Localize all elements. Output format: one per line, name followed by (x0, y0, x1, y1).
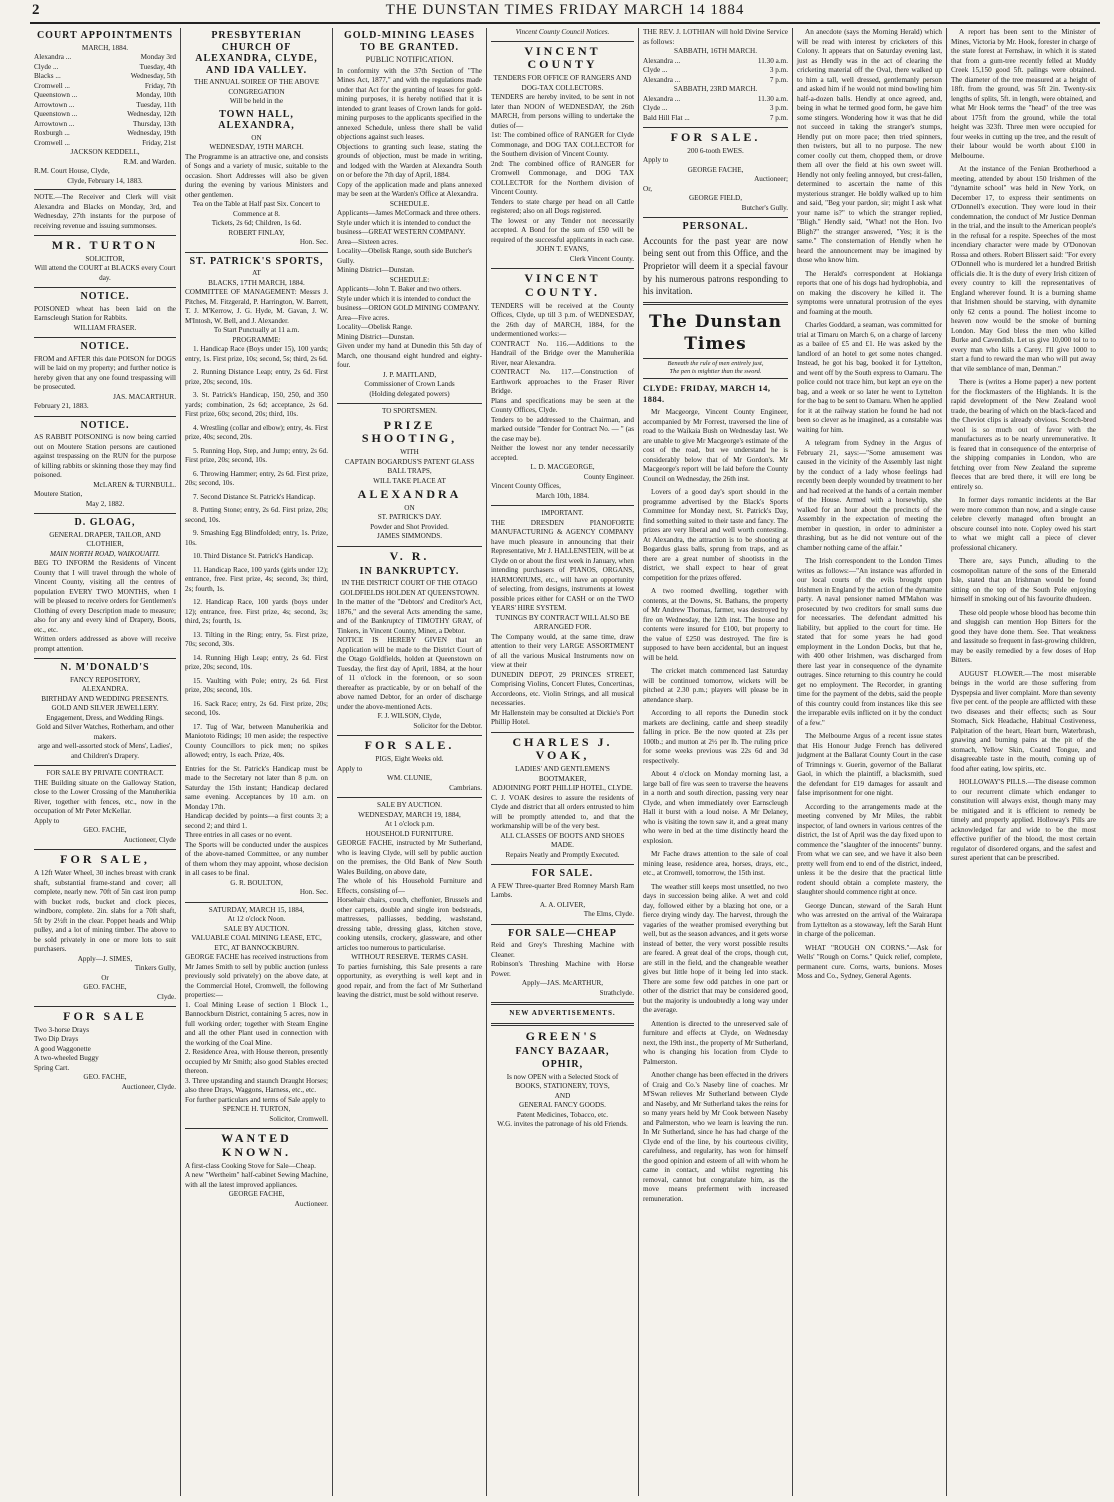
sports-event: 10. Third Distance St. Patrick's Handicap. (193, 552, 314, 560)
sports-event: 4. Wrestling (collar and elbow); entry, 4s. First prize, 40s; second, 20s. (185, 423, 328, 441)
court-row: Queenstown ... Wednesday, 12th (34, 110, 176, 118)
sports-event: 3. St. Patrick's Handicap, 150, 250, and 350 yards; combination, 2s 6d; acceptance, 2s 6d. First prize, 60s; second, 20s; third, 10s. (185, 391, 328, 418)
court-appointments: COURT APPOINTMENTS MARCH, 1884. Alexandra ... Monday 3rd Clyde ... Tuesday, 4th Blacks ... Wednesday, 5th Cromwell ... Friday, 7th Queenstown ... Monday, 10th Arrowtown ... Tuesday, 11th Queenstown ... Wednesday, 12th Arrowtown ... Thursday, 13th Roxburgh ... Wednesday, 19th Cromwell ... Friday, 21st JACKSON KEDDELL, R.M. and Warden. R.M. Court House, Clyde, Clyde, February 14, 1883. NOTE.—The Receiver and Clerk will visit Alexandra and Blacks on Monday, 3rd, and Wednesday, 27th instants for the purpose of receiving revenue and issuing summonses. (34, 30, 176, 230)
news-paragraph: HOLLOWAY'S PILLS.—The disease common to our recurrent climate which endanger to constitution will always exist, though many may be mitigated and it is efficient to remedy be timely and properly applied. Holloway's Pills are acknowledged far and wide to be the most effective purifier of the blood, the most certain regulator of disordered organs, and the safest and surest aperient that can be prescribed. (951, 778, 1096, 862)
threshing-machine-sale: FOR SALE—CHEAP Reid and Grey's Threshing Machine with Cleaner. Robinson's Threshing Machine with Horse Power. Apply—JAS. McARTHUR, Strathclyde. (491, 927, 634, 997)
column-1 (30, 28, 180, 1496)
furniture-auction: SALE BY AUCTION. WEDNESDAY, MARCH 19, 1884, At 1 o'clock p.m. HOUSEHOLD FURNITURE. GEORGE FACHE, instructed by Mr Sutherland, who is leaving Clyde, will sell by public auction on the premises, the Old Bank of New South Wales Building, on above date, The whole of his Household Furniture and Effects, consisting of— Horsehair chairs, couch, cheffonier, Brussels and other carpets, double and single iron bedsteads, mattresses, palliasses, bedding, washstand, dressing table, dressing glass, kitchen stove, cooking utensils, crockery, glassware, and other articles too numerous to particularise. WITHOUT RESERVE. TERMS CASH. To parties furnishing, this Sale presents a rare opportunity, as everything is well kept and in good repair, and from the fact of Mr Sutherland leaving the district, must be sold without reserve. (337, 801, 482, 1000)
column-2 (180, 28, 332, 1496)
motto: Beneath the rule of men entirely just, The pen is mightier than the sword. (643, 358, 788, 379)
court-row: Roxburgh ... Wednesday, 19th (34, 129, 176, 137)
court-row: Queenstown ... Monday, 10th (34, 91, 176, 99)
page-number: 2 (32, 2, 40, 18)
gold-mining-leases: GOLD-MINING LEASES TO BE GRANTED. PUBLIC NOTIFICATION. In conformity with the 37th Section of "The Mines Act, 1877," and with the regulations made under that Act for the granting of leases for gold-mining purposes, it is hereby notified that it is intended to grant leases of Crown lands for gold-mining purposes to the applicants specified in the annexed Schedule, unless there shall be valid objections against such leases. Objections to granting such lease, stating the grounds of objection, must be made in writing, and lodged with the Warden at Alexandra South on or before the 7th day of April, 1884. Copy of the application made and plans annexed may be seen at the Warden's Office at Alexandra. SCHEDULE. Applicants—James McCormack and three others. Style under which it is intended to conduct the business—GREAT WESTERN COMPANY. Area—Sixteen acres. Locality—Obelisk Range, south side Butcher's Gully. Mining District—Dunstan. SCHEDULE: Applicants—John T. Baker and two others. Style under which it is intended to conduct the business—ORION GOLD MINING COMPANY. Area—Five acres. Locality—Obelisk Range. Mining District—Dunstan. Given under my hand at Dunedin this 5th day of March, one thousand eight hundred and eighty-four. J. P. MAITLAND, Commissioner of Crown Lands (Holding delegated powers) (337, 30, 482, 398)
sports-event: 5. Running Hop, Step, and Jump; entry, 2s 6d. First prize, 20s; second, 10s. (185, 446, 328, 464)
dateline: CLYDE: FRIDAY, MARCH 14, 1884. (643, 382, 771, 405)
sports-event: 6. Throwing Hammer; entry, 2s 6d. First prize, 20s; second, 10s. (185, 469, 328, 487)
news-paragraph: WHAT "ROUGH ON CORNS."—Ask for Wells' "Rough on Corns." Quick relief, complete, permanent cure. Corns, warts, bunions. Moses Moss and Co., Sydney, General Agents. (797, 943, 942, 980)
editorial-paragraph: Mr Macgeorge, Vincent County Engineer, accompanied by Mr Forrest, traversed the line of road to the Waikaia Bush on Wednesday last. We are unable to give Mr Macgeorge's estimate of the cost of the road, but we understand he is considerably below that of Mr Gordon's. Mr Macgeorge's report will be laid before the County Council on Wednesday, the 26th inst. (643, 408, 788, 483)
news-paragraph: In former days romantic incidents at the Bar were more common than now, and a single cause celebre cleverly managed often brought an obscure counsel into note. Copley owed his start to what we might call a piece of clever professional chicanery. (951, 496, 1096, 552)
notice-poison-wheat: NOTICE. POISONED wheat has been laid on the Earnscleugh Station for Rabbits. WILLIAM FRASER. (34, 291, 176, 332)
personal-notice: PERSONAL. Accounts for the past year are now being sent out from this Office, and the Proprietor will deem it a special favour by his numerous patrons responding to his invitation. (643, 221, 788, 297)
news-paragraph: AUGUST FLOWER.—The most miserable beings in the world are those suffering from Dyspepsia and liver complaint. More than seventy five per cent. of the people are afflicted with these two diseases and their effects; such as Sour Stomach, Sick Headache, Habitual Costiveness, Palpitation of the heart, Heart burn, Waterbrash, gnawing and burning pains at the pit of the stomach, Yellow Skin, Coated Tongue, and disagreeable taste in the mouth, coming up of food after eating, low spirits, etc. (951, 669, 1096, 773)
news-paragraph: According to the arrangements made at the meeting convened by Mr Miles, the rabbit inspector, of land owners in various centres of the district, the 1st of April was the day fixed upon to commence the "slaughter of the innocents" bunny. From what we can see, and we have it also been pretty well from end to end of the district, indeed, unless it be the desire that the practical little rodent should obtain a complete mastery, the slaughter should commence right at once. (797, 802, 942, 896)
voak-bootmaker: CHARLES J. VOAK, LADIES' AND GENTLEMEN'S BOOTMAKER, ADJOINING PORT PHILLIP HOTEL, CLYDE. C. J. VOAK desires to assure the residents of Clyde and district that all orders entrusted to him will be promptly attended to, and that the workmanship will be of the very best. ALL CLASSES OF BOOTS AND SHOES MADE. Repairs Neatly and Promptly Executed. (491, 734, 634, 859)
service-row: Clyde ... 3 p.m. (643, 104, 788, 112)
turton-notice: MR. TURTON SOLICITOR, Will attend the COURT at BLACKS every Court day. (34, 238, 176, 282)
court-row: Cromwell ... Friday, 21st (34, 138, 176, 147)
sports-event: 7. Second Distance St. Patrick's Handicap. (193, 492, 316, 501)
sports-events-list (185, 345, 328, 761)
mcdonald-advert: N. M'DONALD'S FANCY REPOSITORY, ALEXANDRA. BIRTHDAY AND WEDDING PRESENTS. GOLD AND SILVER JEWELLERY. Engagement, Dress, and Wedding Rings. Gold and Silver Watches, Rotherham, and other makers. arge and well-assorted stock of Mens', Ladies', and Children's Drapery. (36, 662, 174, 760)
presbyterian-soiree: PRESBYTERIAN CHURCH OF ALEXANDRA, CLYDE, AND IDA VALLEY. THE ANNUAL SOIREE OF THE ABOVE CONGREGATION Will be held in the TOWN HALL, ALEXANDRA, ON WEDNESDAY, 19TH MARCH. The Programme is an attractive one, and consists of Songs and a variety of music, suitable to the occasion. Short Addresses will also be given during the evening by various Ministers and other gentlemen. Tea on the Table at Half past Six. Concert to Commence at 8. Tickets, 2s 6d; Children, 1s 6d. ROBERT FINLAY, Hon. Sec. (185, 30, 328, 246)
court-row: Alexandra ... Monday 3rd (34, 53, 176, 61)
sports-event: 14. Running High Leap; entry, 2s 6d. First prize, 20s; second, 10s. (185, 653, 328, 671)
news-paragraph: The Herald's correspondent at Hokianga reports that one of his dogs had hydrophobia, and on making the discovery he killed it. The symptoms were unnatural protrusion of the eyes and foaming at the mouth. (797, 269, 942, 316)
editorial-paragraph: The weather still keeps most unsettled, no two days in succession being alike. A wet and cold day, followed either by a blazing hot one, or a fierce drying windy day. The harvest, through the vagaries of the weather promised everything but well, but as the season advances, and it gets worse instead of better, the very worst possible results are feared. A great deal of the crops, though cut, are still in the field, and the changeable weather gives but little hope of it being led into stack. There are some few odd patches in one part or other of the district that may be considered good, but the majority is undoubtedly a long way under the average. (643, 882, 788, 1015)
news-paragraph: Charles Goddard, a seaman, was committed for trial at Timaru on March 6, on a charge of larceny as a bailee of £5 and £1. He was asked by the landlord of an hotel to get some notes changed. Instead, he got his bag, booked it for Lyttelton, and went off by the South express to Oamaru. The police could not trace him, but kept an eye on the bag, and a week or so later he went to Lyttelton for the bag to be sent to Oamaru. When he applied for it at the railway station he found he had not been so clever as he imagined, as a constable was waiting for him. (797, 321, 942, 434)
gloag-advert: D. GLOAG, GENERAL DRAPER, TAILOR, AND CLOTHIER, MAIN NORTH ROAD, WAIKOUAITI. BEG TO INFORM the Residents of Vincent County that I will travel through the whole of Vincent County, visiting all the centres of population EVERY TWO MONTHS, when I will be pleased to receive orders for Gentlemen's Clothing of every Description made to measure; also for any and every kind of Drapery, Boots, etc., etc. Written orders addressed as above will receive prompt attention. (34, 517, 176, 653)
news-paragraph: George Duncan, steward of the Sarah Hunt who was arrested on the arrival of the Wairarapa from Lyttelton as a stowaway, left the Sarah Hunt in charge of the policeman. (797, 901, 942, 938)
news-paragraphs (797, 28, 942, 982)
column-7 (946, 28, 1100, 1496)
dresden-pianoforte: IMPORTANT. THE DRESDEN PIANOFORTE MANUFACTURING & AGENCY COMPANY have much pleasure in announcing that their Representative, Mr J. HALLENSTEIN, will be at Clyde on or about the first week in January, when intending purchasers of PIANOS, ORGANS, HARMONIUMS, etc., will have an opportunity of selecting, from designs, instruments at lowest possible prices either for CASH or on the TWO YEARS' HIRE SYSTEM. TUNINGS BY CONTRACT WILL ALSO BE ARRANGED FOR. The Company would, at the same time, draw attention to their very LARGE ASSORTMENT of all the various Musical Instruments now on view at their DUNEDIN DEPOT, 29 PRINCES STREET, Comprising Violins, Concert Flutes, Concertinas, Accordeons, etc. Violin Strings, and all musical necessaries. Mr Hallenstein may be consulted at Dickie's Port Phillip Hotel. (491, 509, 634, 727)
new-advertisements-heading: NEW ADVERTISEMENTS. (509, 1009, 616, 1018)
pigs-for-sale: FOR SALE. PIGS, Eight Weeks old. Apply to WM. CLUNIE, Cambrians. (337, 738, 482, 792)
service-row: Clyde ... 3 p.m. (643, 66, 788, 74)
court-row: Arrowtown ... Thursday, 13th (34, 119, 176, 128)
running-head-bar (30, 0, 1100, 24)
editorial-paragraph: Another change has been effected in the drivers of Craig and Co.'s Naseby line of coaches. Mr M'Swan relieves Mr Sutherland between Clyde and Naseby, and Mr Sutherland takes the reins for so many years held by Mr Cook between Naseby and Palmerston, who we learn is leaving the run. In Mr Sutherland, since he has had charge of the Clyde end of the line, by his courteous civility, carefulness, and regularity, has won for himself the good opinion and esteem of all with whom he came in contact, and whilst regretting his removal, cannot but congratulate him, as the move means preferment with increased remuneration. (643, 1071, 788, 1203)
editorial-paragraph: Attention is directed to the unreserved sale of furniture and effects at Clyde, on Wednesday next, the 19th inst., the property of Mr Sutherland, who is changing his location from Clyde to Palmerston. (643, 1019, 788, 1066)
st-patricks-sports: ST. PATRICK'S SPORTS, AT BLACKS, 17TH MARCH, 1884. COMMITTEE OF MANAGEMENT: Messrs J. Pitches, M. Fitzgerald, P. Harrington, W. Barrett, T. J. M'Kerrow, J. G. Hyde, M. Gavan, J. W. M'Intosh, W. Bell, and J. Alexander. To Start Punctually at 11 a.m. PROGRAMME: 1. Handicap Race (Boys under 15), 100 yards; entry, 1s. First prize, 10s; second, 5s; third, 2s 6d. 2. Running Distance Leap; entry, 2s 6d. First prize, 20s; second, 10s. 3. St. Patrick's Handicap, 150, 250, and 350 yards; combination, 2s 6d; acceptance, 2s 6d. First prize, 60s; second, 20s; third, 10s. 4. Wrestling (collar and elbow); entry, 4s. First prize, 40s; second, 20s. 5. Running Hop, Step, and Jump; entry, 2s 6d. First prize, 20s; second, 10s. 6. Throwing Hammer; entry, 2s 6d. First prize, 20s; second, 10s. 7. Second Distance St. Patrick's Handicap. 8. Putting Stone; entry, 2s 6d. First prize, 20s; second, 10s. 9. Smashing Egg Blindfolded; entry, 1s. Prize, 10s. 10. Third Distance St. Patrick's Handicap. 11. Handicap Race, 100 yards (girls under 12); entrance, free. First prize, 4s; second, 3s; third, 2s; fourth, 1s. 12. Handicap Race, 100 yards (boys under 12); entrance, free. First prize, 4s; second, 3s; third, 2s; fourth, 1s. 13. Tilting in the Ring; entry, 5s. First prize, 70s; second, 30s. 14. Running High Leap; entry, 2s 6d. First prize, 20s; second, 10s. 15. Vaulting with Pole; entry, 2s 6d. First prize, 20s; second, 10s. 16. Sack Race; entry, 2s 6d. First prize, 20s; second, 10s. 17. Tug of War, between Manuherikia and Maniototo Ridings; 10 men aside; the respective County Councillors to pick men; no spikes allowed; entry, 1s each. Prize, 40s. Entries for the St. Patrick's Handicap must be made to the Secretary not later than 8 p.m. on Saturday the 15th instant; Handicap declared same evening. Acceptances by 10 a.m. on Monday 17th. Handicap decided by points—a first counts 3; a second 2; and third 1. Three entries in all cases or no event. The Sports will be conducted under the auspices of the above-named Committee, or any number of them whom they may appoint, whose decision in all cases to be final. G. R. BOULTON, Hon. Sec. (185, 255, 328, 896)
news-paragraph: An anecdote (says the Morning Herald) which will be read with interest by cricketers of this Colony. It appears that on Saturday evening last, just as Hendly was in the act of clearing the cricketing material off the Oval, there walked up to him a tall, well dressed, gentlemanly person and asked him if he would not mind bowling him half-a-dozen balls. Hendly at once agreed, and, being in what he termed good form, he gave him some stingers. Wondering how it was that he did not succeed in taking the stranger's stumps, Hendly put on more pace; then tried spinners, then twisters, but all to no purpose. The new comer coolly cut them, chopped them, or drove them all over the field at his own sweet will. Hendly not only feeling annoyed, but crest-fallen, determined to ascertain the name of this mysterious stranger. He boldly walked up to him and said, "Beg your pardon, sir; might I ask what your name is?" to which the stranger replied, "Bligh." Hendly said, "What! not the Hon. Ivo Bligh?" the stranger answered, "Yes; it is the same." The consternation of Hendly when he heard the announcement may be imagined by those who know him. (797, 28, 942, 264)
court-table (34, 53, 176, 148)
notice-rabbit-poisoning: NOTICE. AS RABBIT POISONING is now being carried out on Moutere Station persons are cautioned against trespassing on the RUN for the purpose of killing rabbits or skinning those they may find poisoned. McLAREN & TURNBULL. Moutere Station, May 2, 1882. (34, 419, 176, 508)
editorial-paragraph: According to all reports the Dunedin stock markets are declining, cattle and sheep steadily falling in price. Be the now quoted at 23s per 100lb.; and mutton at 2½ per lb. The ruling price for some weeks previous was 22s 6d and 3d respectively. (643, 709, 788, 765)
court-row: Cromwell ... Friday, 7th (34, 81, 176, 90)
court-row: Arrowtown ... Tuesday, 11th (34, 100, 176, 109)
prize-shooting: TO SPORTSMEN. PRIZE SHOOTING, WITH CAPTAIN BOGARDUS'S PATENT GLASS BALL TRAPS, WILL TAKE PLACE AT ALEXANDRA ON ST. PATRICK'S DAY. Powder and Shot Provided. JAMES SIMMONDS. (344, 407, 475, 541)
news-paragraph: There is (writes a Home paper) a new portent for the flockmasters of the Highlands. It is the rapid development of the New Zealand wool trade, the bearing of which on the black-faced and the Cheviot clips is already obvious. Scotch-bred wool is so much out of favor with the manufacturers as to be nearly unremunerative. It is feared that in consequence of the enterprise of the shipping companies in London, who are fetching over from New Zealand the supreme fleeces that are bred there, it will ere long be entirely so. (951, 378, 1096, 491)
service-row: Alexandra ... 11.30 a.m. (643, 94, 788, 103)
news-paragraph: There are, says Punch, alluding to the cosmopolitan nature of the sons of the Emerald Isle, stated that an Irishman would be found sitting on the top of the South Pole enjoying himself in smoking out of his favourite dhudeen. (951, 557, 1096, 603)
editorial-column (643, 408, 788, 1204)
rangers-tenders: VINCENT COUNTY TENDERS FOR OFFICE OF RANGERS AND DOG-TAX COLLECTORS. TENDERS are hereby invited, to be sent in not later than NOON of WEDNESDAY, the 26th MARCH, from persons willing to undertake the duties of— 1st: The combined office of RANGER for Clyde Commonage, and DOG TAX COLLECTOR for the Southern division of Vincent County. 2nd: The combined office of RANGER for Cromwell Commonage, and DOG TAX COLLECTOR for the Northern division of Vincent County. Tenders to state charge per head on all Cattle registered; also on all Dogs registered. The lowest or any Tender not necessarily accepted. A Bond for the sum of £50 will be required of the successful applicants in each case. JOHN T. EVANS, Clerk Vincent County. (491, 43, 634, 263)
sports-event: 13. Tilting in the Ring; entry, 5s. First prize, 70s; second, 30s. (185, 630, 328, 648)
column-3 (332, 28, 486, 1496)
news-paragraph: A telegram from Sydney in the Argus of February 21, says:—"Some amusement was caused in the vicinity of the Assembly last night by the conduct of a lady whose feelings had recently been deeply wounded by treatment to her and had received at the hands of a certain member of the House. Armed with a horsewhip, she walked for an hour about the precincts of the Assembly in the expectation of meeting the member in question, in order to administer a thrashing, but as he did not venture out of the chamber nothing came of the affair." (797, 439, 942, 552)
court-row: Blacks ... Wednesday, 5th (34, 72, 176, 80)
running-head: THE DUNSTAN TIMES FRIDAY MARCH 14 1884 (385, 2, 745, 18)
editorial-paragraph: Mr Fache draws attention to the sale of coal mining lease, residence area, horses, drays, etc., etc., at Cromwell, tomorrow, the 15th inst. (643, 850, 788, 878)
royal-crest: V. R. (389, 548, 430, 563)
editorial-paragraph: A two roomed dwelling, together with contents, at the Downs, St. Bathans, the property of Mr Andrew Thomas, farmer, was destroyed by fire on Wednesday, the 12th inst. The house and contents were insured for £100, but property to the value of £250 was destroyed. The fire is supposed to have been accidental, but an inquest will be held. (643, 587, 788, 662)
editorial-paragraph: Lovers of a good day's sport should in the programme advertised by the Black's Sports Committee for Monday next, St. Patrick's Day, find something suited to their taste and fancy. The prizes are very liberal and well worth contesting. At Alexandra, the attraction is to be shooting at Bogardus glass balls, sprung from traps, and as there are a great number of shootists in the district, we shall expect to hear of great competition for the prizes offered. (643, 488, 788, 582)
column-6 (792, 28, 946, 1496)
drays-sale: FOR SALE Two 3-horse Drays Two Dip Drays A good Waggonette A two-wheeled Buggy Spring Cart. GEO. FACHE, Auctioneer, Clyde. (34, 1009, 176, 1091)
sports-event: 9. Smashing Egg Blindfolded; entry, 1s. Prize, 10s. (185, 529, 328, 547)
sports-event: 1. Handicap Race (Boys under 15), 100 yards; entry, 1s. First prize, 10s; second, 5s; third, 2s 6d. (185, 345, 328, 363)
ram-lambs-sale: FOR SALE. A FEW Three-quarter Bred Romney Marsh Ram Lambs. A. A. OLIVER, The Elms, Clyde. (491, 868, 634, 919)
newspaper-nameplate: The Dunstan Times (648, 311, 782, 355)
column-5 (638, 28, 792, 1496)
column-4 (486, 28, 638, 1496)
private-contract-advert: FOR SALE BY PRIVATE CONTRACT. THE Building situate on the Galloway Station, close to the Lower Crossing of the Manuherikia River, together with fences, etc., now in the occupation of Mr Peter McKellar. Apply to GEO. FACHE, Auctioneer, Clyde (34, 769, 176, 844)
water-wheel-sale: FOR SALE, A 12ft Water Wheel, 30 inches breast with crank shaft, substantial frame-stand and cover; all complete, nearly new. 70ft of 5in cast iron pump with bucket rods, bucket and clock pieces, windbore, complete. 2in. slabs for a 70ft shaft, 5ft by 2½ft in the clear. Poppet heads and Whip pulley, and a lot of mining timber. The above to be sold privately in one or more lots to suit purchasers. Apply—J. SIMES, Tinkers Gully, Or GEO. FACHE, Clyde. (34, 852, 176, 1001)
court-row: Clyde ... Tuesday, 4th (34, 62, 176, 71)
news-paragraph: These old people whose blood has become thin and sluggish can mention Hop Bitters for the good they have done them. See. That weakness and lassitude so frequent in fast-growing children, may be easily remedied by a few doses of Hop Bitters. (951, 608, 1096, 664)
sports-event: 2. Running Distance Leap; entry, 2s 6d. First prize, 20s; second, 10s. (185, 368, 328, 386)
sports-event: 15. Vaulting with Pole; entry, 2s 6d. First prize, 20s; second, 10s. (185, 676, 328, 694)
sports-event: 16. Sack Race; entry, 2s 6d. First prize, 20s; second, 10s. (185, 699, 328, 717)
sports-event: 12. Handicap Race, 100 yards (boys under 12); entrance, free. First prize, 4s; second, 3s; third, 2s; fourth, 1s. (185, 598, 328, 625)
news-paragraph: At the instance of the Fenian Brotherhood a meeting, attended by about 150 Irishmen of the "dynamite school" was held in New York, on December 17, to express their sentiments on O'Donnell's execution. They were loud in their condemnation, the conduct of Mr Justice Denman in the trial, and the insult to the American people's in the refusal for a respite. Speeches of the most incendiary character were made by O'Donovan Rossa and others. Robert Blissert said: "For every O'Donnell who is murdered let a hundred British officials die. It is the duty of every Irish citizen of every country to kill the representatives of England wherever found. It is a burning shame that Irishmen should be starving, with dynamite only 62 cents a pound. The holiest income to heaven now would be the smoke of burning London. May God bless the men who killed Burke and Cavendish. Let us give 10,000 tol to to every man who kills a Carey. I'll give 1000 to start a fund to reward the man who will put away that vile semblance of man, Denman." (951, 165, 1096, 373)
news-paragraph: The Irish correspondent to the London Times writes as follows:—"An instance was afforded in our local courts of the evils brought upon Irishmen in England by the action of the dynamite party. A naval pensioner named M'Mahon was prosecuted by two creditors for small sums due for necessaries. The defendant admitted his liability, but applied to the court for time. He stated that for some years he had good employment in the London Docks, but that he, with 400 other Irishmen, was discharged from there last year in consequence of the dynamite outrages. Since returning to this country he could get no employment. The Recorder, in granting time for the payment of the debts, said the people of this country could from instances like this see the irreparable evils inflicted on it by the conduct of a few." (797, 557, 942, 727)
sports-event: 8. Putting Stone; entry, 2s 6d. First prize, 20s; second, 10s. (185, 506, 328, 524)
news-paragraph: The Melbourne Argus of a recent issue states that His Honour Judge French has delivered judgment at the Ballarat County Court in the case of Trimnings v. Guerin, governor of the Ballarat Gaol, in which the plaintiff, a blacksmith, sued the defendant for £19 damages for assault and false imprisonment for one night. (797, 732, 942, 797)
notice-poison-dogs: NOTICE. FROM and AFTER this date POISON for DOGS will be laid on my property; and further notice is hereby given that any one found trespassing will be prosecuted. JAS. MACARTHUR. February 21, 1883. (34, 341, 176, 411)
news-paragraphs (951, 28, 1096, 864)
news-paragraph: A report has been sent to the Minister of Mines, Victoria by Mr. Hook, forester in charge of the state forest at Fernshaw, in which it is stated that from a gum-tree recently felled at Muddy Creek 15,150 good 5ft. palings were obtained. The diameter of the tree measured at a height of 18ft. from the ground, was 5ft 2in. Twenty-six lengths of splits, 5ft. in length, were obtained, and what Mr Hook terms the "head" of the tree was about 175ft from the ground, while the total height was 323ft. Three men were occupied for four weeks in cutting up the tree, and the result of their labour would be worth about £100 in Melbourne. (951, 28, 1096, 160)
works-tenders: VINCENT COUNTY. TENDERS will be received at the County Offices, Clyde, up till 3 p.m. of WEDNESDAY, the 26th day of MARCH, 1884, for the undermentioned works:— CONTRACT No. 116.—Additions to the Handrail of the Bridge over the Manuherikia River, near Alexandra. CONTRACT No. 117.—Construction of Earthwork approaches to the Fraser River Bridge. Plans and specifications may be seen at the County Offices, Clyde. Tenders to be addressed to the Chairman, and marked outside "Tender for Contract No. — " (as the case may be). Neither the lowest nor any tender necessarily accepted. L. D. MACGEORGE, County Engineer. Vincent County Offices, March 10th, 1884. (491, 271, 634, 500)
sports-event: 11. Handicap Race, 100 yards (girls under 12); entrance, free. First prize, 4s; second, 3s; third, 2s; fourth, 1s. (185, 565, 328, 593)
bankruptcy-notice: V. R. IN BANKRUPTCY. IN THE DISTRICT COURT OF THE OTAGO GOLDFIELDS HOLDEN AT QUEENSTOWN. In the matter of the "Debtors' and Creditor's Act, 1876," and the several Acts amending the same, and of the Bankruptcy of TIMOTHY GRAY, of Tinkers, in Vincent County, Miner, a Debtor. NOTICE IS HEREBY GIVEN that an Application will be made to the District Court of the Otago Goldfields, holden at Queenstown on Tuesday, the first day of April, 1884, at the hour of 11 o'clock in the forenoon, or so soon thereafter as practicable, by or on behalf of the above named Debtor, for an order of discharge under the above-mentioned Acts. F. J. WILSON, Clyde, Solicitor for the Debtor. (337, 548, 482, 730)
wanted-known: WANTED KNOWN. A first-class Cooking Stove for Sale—Cheap. A new "Wertheim" half-cabinet Sewing Machine, with all the latest improved appliances. GEORGE FACHE, Auctioneer. (185, 1131, 328, 1208)
service-row: Alexandra ... 7 p.m. (643, 75, 788, 84)
editorial-paragraph: About 4 o'clock on Monday morning last, a large ball of fire was seen to traverse the heavens in a north and south direction, passing very near Clyde, and when immediately over Earnscleugh Hall it burst with a loud noise. A Mr Delaney, who is visiting the town saw it, and a great many who were in bed at the time distinctly heard the explosion. (643, 770, 788, 845)
service-row: Alexandra ... 11.30 a.m. (643, 56, 788, 65)
divine-service: THE REV. J. LOTHIAN will hold Divine Service as follows: SABBATH, 16TH MARCH. Alexandra ... 11.30 a.m. Clyde ... 3 p.m. Alexandra ... 7 p.m. SABBATH, 23RD MARCH. Alexandra ... 11.30 a.m. Clyde ... 3 p.m. Bald Hill Flat ... 7 p.m. (643, 28, 788, 122)
sports-event: 17. Tug of War, between Manuherikia and Maniototo Ridings; 10 men aside; the respective County Councillors to pick men; no spikes allowed; entry, 1s each. Prize, 40s. (185, 722, 328, 759)
service-row: Bald Hill Flat ... 7 p.m. (643, 113, 788, 122)
ewes-for-sale: FOR SALE. 200 6-tooth EWES. Apply to GEORGE FACHE, Auctioneer; Or, GEORGE FIELD, Butcher's Gully. (643, 130, 788, 212)
coal-lease-auction: SATURDAY, MARCH 15, 1884, At 12 o'clock Noon. SALE BY AUCTION. VALUABLE COAL MINING LEASE, ETC, ETC, AT BANNOCKBURN. GEORGE FACHE has received instructions from Mr James Smith to sell by public auction (unless previously sold privately) on the above date, at the Commercial Hotel, Cromwell, the following properties:— 1. Coal Mining Lease of section 1 Block 1., Bannockburn District, containing 5 acres, now in full working order; together with Steam Engine and all the other Plant used in connection with the working of the Coal Mine. 2. Residence Area, with House thereon, presently occupied by Mr Smith; also good Stables erected thereon. 3. Three upstanding and staunch Draught Horses; also three Drays, Waggons, Harness, etc., etc. For further particulars and terms of Sale apply to SPENCE H. TURTON, Solicitor, Cromwell. (185, 905, 328, 1123)
council-notices-heading: Vincent County Council Notices. (515, 28, 610, 36)
columns (30, 28, 1100, 1496)
editorial-paragraph: The cricket match commenced last Saturday will be continued tomorrow, wickets will be pitched at 2.30 p.m.; players will please be in attendance sharp. (643, 667, 788, 704)
greens-bazaar: GREEN'S FANCY BAZAAR, OPHIR, Is now OPEN with a Selected Stock of BOOKS, STATIONERY, TOYS, AND GENERAL FANCY GOODS. Patent Medicines, Tobacco, etc. W.G. invites the patronage of his old Friends. (497, 1028, 628, 1129)
